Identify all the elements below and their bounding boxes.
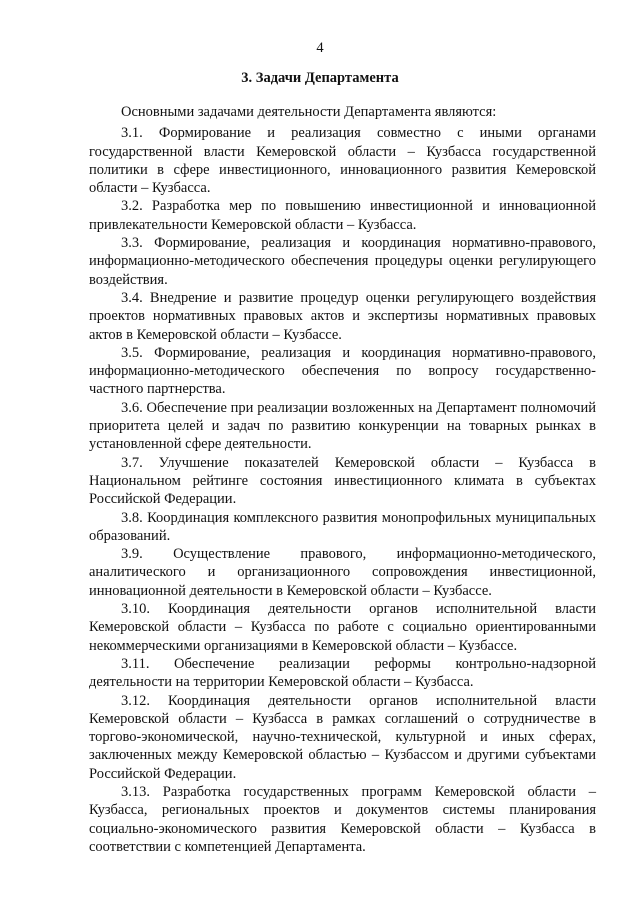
- task-item-3-7: 3.7. Улучшение показателей Кемеровской области – Кузбасса в Национальном рейтинге состояния инвестиционного климата в субъектах Российской Федерации.: [89, 454, 596, 508]
- task-item-3-13: 3.13. Разработка государственных программ Кемеровской области – Кузбасса, региональных проектов и документов системы планирования социально-экономического развития Кемеровской области – Кузбасса в соответствии с компетенцией Департамента.: [89, 783, 596, 855]
- task-item-3-1: 3.1. Формирование и реализация совместно с иными органами государственной власти Кемеровской области – Кузбасса государственной политики в сфере инвестиционного, инновационного развития Кемеровской области – Кузбасса.: [89, 125, 596, 197]
- task-item-3-2: 3.2. Разработка мер по повышению инвестиционной и инновационной привлекательности Кемеровской области – Кузбасса.: [89, 198, 596, 233]
- task-item-3-4: 3.4. Внедрение и развитие процедур оценки регулирующего воздействия проектов нормативных правовых актов и экспертизы нормативных правовых актов в Кемеровской области – Кузбассе.: [89, 289, 596, 343]
- task-item-3-3: 3.3. Формирование, реализация и координация нормативно-правового, информационно-методического обеспечения процедуры оценки регулирующего воздействия.: [89, 235, 596, 288]
- task-item-3-8: 3.8. Координация комплексного развития монопрофильных муниципальных образований.: [89, 509, 596, 544]
- body-text: [89, 103, 596, 856]
- task-item-3-12: 3.12. Координация деятельности органов исполнительной власти Кемеровской области – Кузбасса в рамках соглашений о сотрудничестве в торгово-экономической, научно-технической, культурной и иных сферах, заключенных между Кемеровской областью – Кузбассом и другими субъектами Российской Федерации.: [89, 692, 596, 782]
- section-title: 3. Задачи Департамента: [241, 70, 399, 86]
- task-item-3-5: 3.5. Формирование, реализация и координация нормативно-правового, информационно-методического обеспечения по вопросу государственно-частного партнерства.: [89, 344, 596, 398]
- page-number: 4: [316, 40, 324, 56]
- task-item-3-11: 3.11. Обеспечение реализации реформы контрольно-надзорной деятельности на территории Кемеровской области – Кузбасса.: [89, 655, 596, 691]
- task-item-3-9: 3.9. Осуществление правового, информационно-методического, аналитического и организационного сопровождения инвестиционной, инновационной деятельности в Кемеровской области – Кузбассе.: [89, 546, 596, 599]
- task-item-3-10: 3.10. Координация деятельности органов исполнительной власти Кемеровской области – Кузбасса по работе с социально ориентированными некоммерческими организациями в Кемеровской области – Кузбассе.: [89, 601, 596, 654]
- intro-paragraph: Основными задачами деятельности Департамента являются:: [121, 104, 497, 120]
- task-item-3-6: 3.6. Обеспечение при реализации возложенных на Департамент полномочий приоритета целей и задач по развитию конкуренции на товарных рынках в установленной сфере деятельности.: [89, 399, 596, 453]
